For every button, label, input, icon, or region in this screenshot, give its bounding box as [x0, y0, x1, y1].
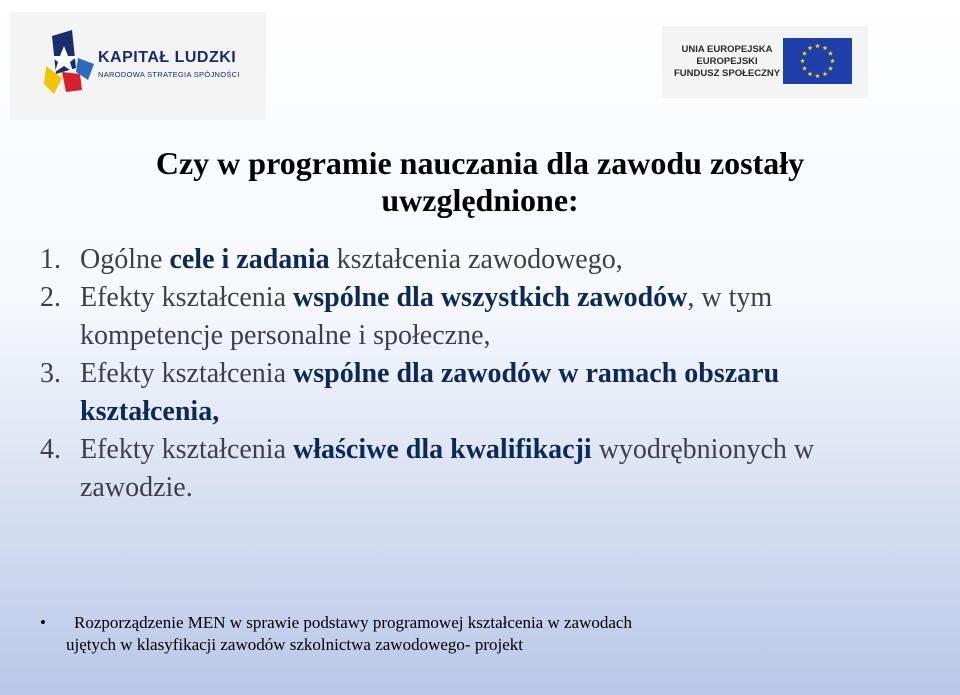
footer-note: [40, 612, 920, 656]
eu-logo-line1: UNIA EUROPEJSKA: [681, 44, 773, 55]
slide-title-line2: uwzględnione:: [381, 182, 579, 218]
list-item: [40, 431, 920, 507]
list-item-text-plain: Efekty kształcenia: [80, 434, 294, 465]
eu-logo-line3: FUNDUSZ SPOŁECZNY: [674, 68, 781, 79]
list-item-text: [80, 241, 920, 279]
list-item-text-bold: wspólne dla wszystkich zawodów: [293, 282, 688, 313]
kapital-ludzki-subtitle: NARODOWA STRATEGIA SPÓJNOŚCI: [98, 70, 240, 79]
footer-line1: [40, 612, 920, 634]
list-item-number: 3.: [40, 358, 61, 389]
list-item-text: [80, 431, 920, 507]
list-item-text-plain: , w tym kompetencje personalne i społeczne,: [80, 282, 773, 351]
list-item: [40, 279, 920, 355]
list-item-text-plain: wyodrębnionych w zawodzie.: [80, 434, 815, 503]
footer-text-line1: Rozporządzenie MEN w sprawie podstawy programowej kształcenia w zawodach: [74, 613, 632, 632]
eu-logo-line2: EUROPEJSKI: [696, 56, 758, 67]
footer-text-line2: ujętych w klasyfikacji zawodów szkolnictwa zawodowego- projekt: [66, 635, 523, 654]
list-item-text-plain: kształcenia zawodowego,: [329, 244, 623, 275]
list-item-text-bold: wspólne dla zawodów w ramach obszaru kształcenia,: [80, 358, 780, 427]
list-item-text-plain: Ogólne: [80, 244, 170, 275]
content-list: [40, 241, 920, 507]
kapital-ludzki-star-icon: [42, 28, 96, 98]
list-item-text-plain: Efekty kształcenia: [80, 358, 294, 389]
eu-logo-text: [674, 44, 780, 80]
slide-title: [60, 145, 900, 219]
eu-logo: [662, 26, 868, 98]
list-item-number: 4.: [40, 434, 61, 465]
list-item-text-plain: Efekty kształcenia: [80, 282, 294, 313]
list-item-text: [80, 279, 920, 355]
slide-title-line1: Czy w programie nauczania dla zawodu zostały: [155, 145, 805, 181]
list-item-text-bold: cele i zadania: [169, 244, 330, 275]
eu-flag-icon: [783, 38, 852, 84]
list-item-number: 1.: [40, 244, 61, 275]
kapital-ludzki-logo: [10, 12, 266, 120]
list-item: [40, 241, 920, 279]
list-item-text-bold: właściwe dla kwalifikacji: [293, 434, 592, 465]
list-item: [40, 355, 920, 431]
bullet-icon: •: [40, 613, 46, 632]
kapital-ludzki-title: KAPITAŁ LUDZKI: [98, 49, 237, 66]
list-item-number: 2.: [40, 282, 61, 313]
list-item-text: [80, 355, 920, 431]
